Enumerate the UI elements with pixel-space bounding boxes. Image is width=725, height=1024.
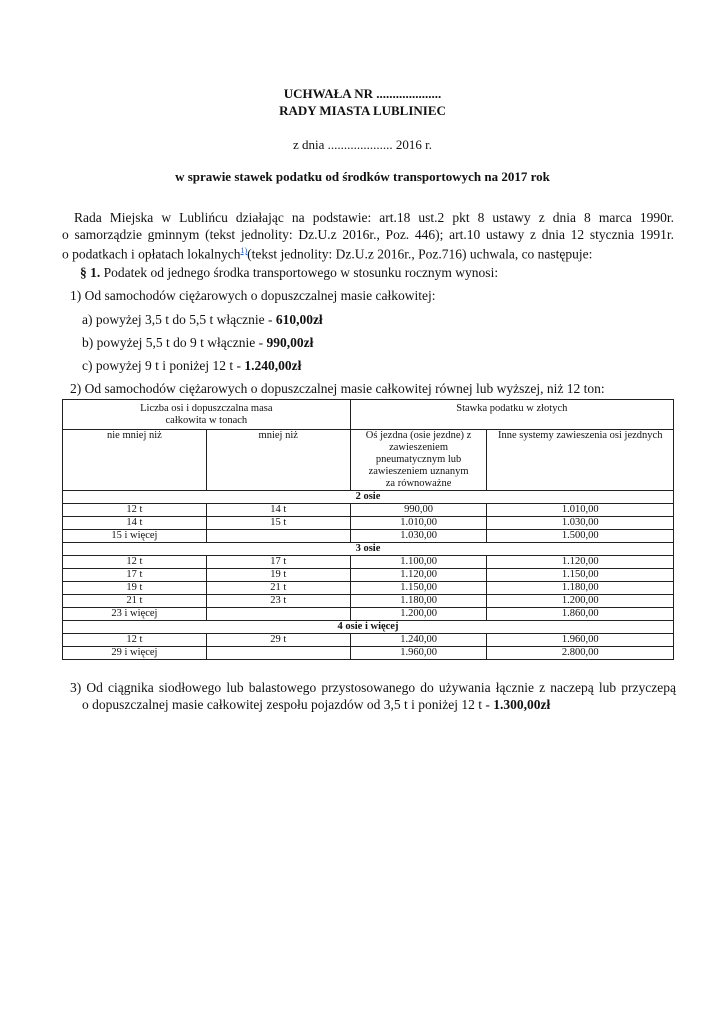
cell-pneumatic-rate: 1.150,00 [350,582,487,595]
header-pneumatic-suspension: Oś jezdna (osie jezdne) z zawieszeniem pneumatycznym lub zawieszeniem uznanym za równoważne [350,430,487,491]
cell-not-less-than: 12 t [63,556,207,569]
cell-pneumatic-rate: 1.010,00 [350,517,487,530]
cell-not-less-than: 12 t [63,504,207,517]
table-row [63,608,674,621]
table-section-row [63,621,674,634]
item-3-line-1: 3) Od ciągnika siodłowego lub balastowego przystosowanego do używania łącznie z naczepą lub przyczepą [70,680,676,695]
resolution-number: UCHWAŁA NR .................... [283,86,442,101]
cell-other-rate: 1.030,00 [487,517,674,530]
table-section-title: 2 osie [63,491,674,504]
header-tax-rate: Stawka podatku w złotych [350,400,673,430]
item-1c [82,358,301,374]
item-1: 1) Od samochodów ciężarowych o dopuszczalnej masie całkowitej: [70,288,436,303]
cell-pneumatic-rate: 1.100,00 [350,556,487,569]
cell-pneumatic-rate: 1.120,00 [350,569,487,582]
table-header-row-1 [63,400,674,430]
intro-line-3 [62,243,674,263]
cell-not-less-than: 19 t [63,582,207,595]
footnote-link[interactable]: 1) [240,246,248,255]
table-row [63,530,674,543]
cell-not-less-than: 14 t [63,517,207,530]
cell-other-rate: 1.860,00 [487,608,674,621]
item-1a-value: 610,00zł [275,312,323,327]
cell-not-less-than: 17 t [63,569,207,582]
cell-not-less-than: 15 i więcej [63,530,207,543]
header-not-less-than: nie mniej niż [63,430,207,491]
intro-paragraph [62,210,674,263]
cell-less-than: 23 t [206,595,350,608]
cell-less-than: 21 t [206,582,350,595]
tax-rates-table [62,399,674,660]
resolution-date: z dnia .................... 2016 r. [292,137,432,152]
item-1c-text: c) powyżej 9 t i poniżej 12 t - [82,358,245,373]
header-axles-mass: Liczba osi i dopuszczalna masa całkowita w tonach [63,400,351,430]
item-1b [82,335,313,351]
cell-other-rate: 1.120,00 [487,556,674,569]
table-section-row [63,491,674,504]
section-1 [80,265,498,281]
cell-pneumatic-rate: 1.960,00 [350,647,487,660]
table-row [63,647,674,660]
section-1-text: Podatek od jednego środka transportowego w stosunku rocznym wynosi: [103,265,499,280]
cell-not-less-than: 21 t [63,595,207,608]
cell-other-rate: 1.200,00 [487,595,674,608]
cell-less-than [206,647,350,660]
cell-pneumatic-rate: 1.180,00 [350,595,487,608]
item-1b-value: 990,00zł [266,335,314,350]
intro-line-3-end: (tekst jednolity: Dz.U.z 2016r., Poz.716) uchwala, co następuje: [247,246,593,262]
cell-less-than [206,608,350,621]
table-row [63,569,674,582]
cell-other-rate: 1.150,00 [487,569,674,582]
intro-line-3-start: o podatkach i opłatach lokalnych [62,246,241,262]
table-section-title: 3 osie [63,543,674,556]
table-row [63,517,674,530]
item-1a [82,312,323,328]
item-1a-text: a) powyżej 3,5 t do 5,5 t włącznie - [82,312,276,327]
item-3-line-2-text: o dopuszczalnej masie całkowitej zespołu pojazdów od 3,5 t i poniżej 12 t - [82,696,494,712]
cell-less-than [206,530,350,543]
cell-pneumatic-rate: 1.030,00 [350,530,487,543]
item-3-value: 1.300,00zł [493,696,551,712]
table-header-row-2 [63,430,674,491]
table-section-row [63,543,674,556]
cell-other-rate: 1.010,00 [487,504,674,517]
header-less-than: mniej niż [206,430,350,491]
cell-less-than: 15 t [206,517,350,530]
council-name: RADY MIASTA LUBLINIEC [279,103,446,118]
table-row [63,582,674,595]
table-row [63,595,674,608]
cell-pneumatic-rate: 1.240,00 [350,634,487,647]
cell-less-than: 19 t [206,569,350,582]
header-other-suspension: Inne systemy zawieszenia osi jezdnych [487,430,674,491]
intro-line-2: o samorządzie gminnym (tekst jednolity: Dz.U.z 2016r., Poz. 446); art.10 ustawy z dnia 12 stycznia 1991r. [62,226,674,242]
cell-other-rate: 1.500,00 [487,530,674,543]
table-row [63,634,674,647]
cell-other-rate: 2.800,00 [487,647,674,660]
item-2: 2) Od samochodów ciężarowych o dopuszczalnej masie całkowitej równej lub wyższej, niż 12 ton: [70,381,605,396]
cell-not-less-than: 12 t [63,634,207,647]
cell-pneumatic-rate: 1.200,00 [350,608,487,621]
cell-less-than: 29 t [206,634,350,647]
item-1c-value: 1.240,00zł [244,358,302,373]
resolution-subject: w sprawie stawek podatku od środków transportowych na 2017 rok [175,169,550,184]
cell-other-rate: 1.960,00 [487,634,674,647]
cell-other-rate: 1.180,00 [487,582,674,595]
table-row [63,504,674,517]
cell-not-less-than: 23 i więcej [63,608,207,621]
item-3-line-2 [70,697,676,714]
item-1b-text: b) powyżej 5,5 t do 9 t włącznie - [82,335,267,350]
table-row [63,556,674,569]
cell-less-than: 17 t [206,556,350,569]
cell-not-less-than: 29 i więcej [63,647,207,660]
section-1-label: § 1. [80,265,101,280]
item-3 [70,680,676,713]
cell-less-than: 14 t [206,504,350,517]
cell-pneumatic-rate: 990,00 [350,504,487,517]
table-section-title: 4 osie i więcej [63,621,674,634]
intro-line-1: Rada Miejska w Lublińcu działając na podstawie: art.18 ust.2 pkt 8 ustawy z dnia 8 marca 1990r. [74,210,674,225]
